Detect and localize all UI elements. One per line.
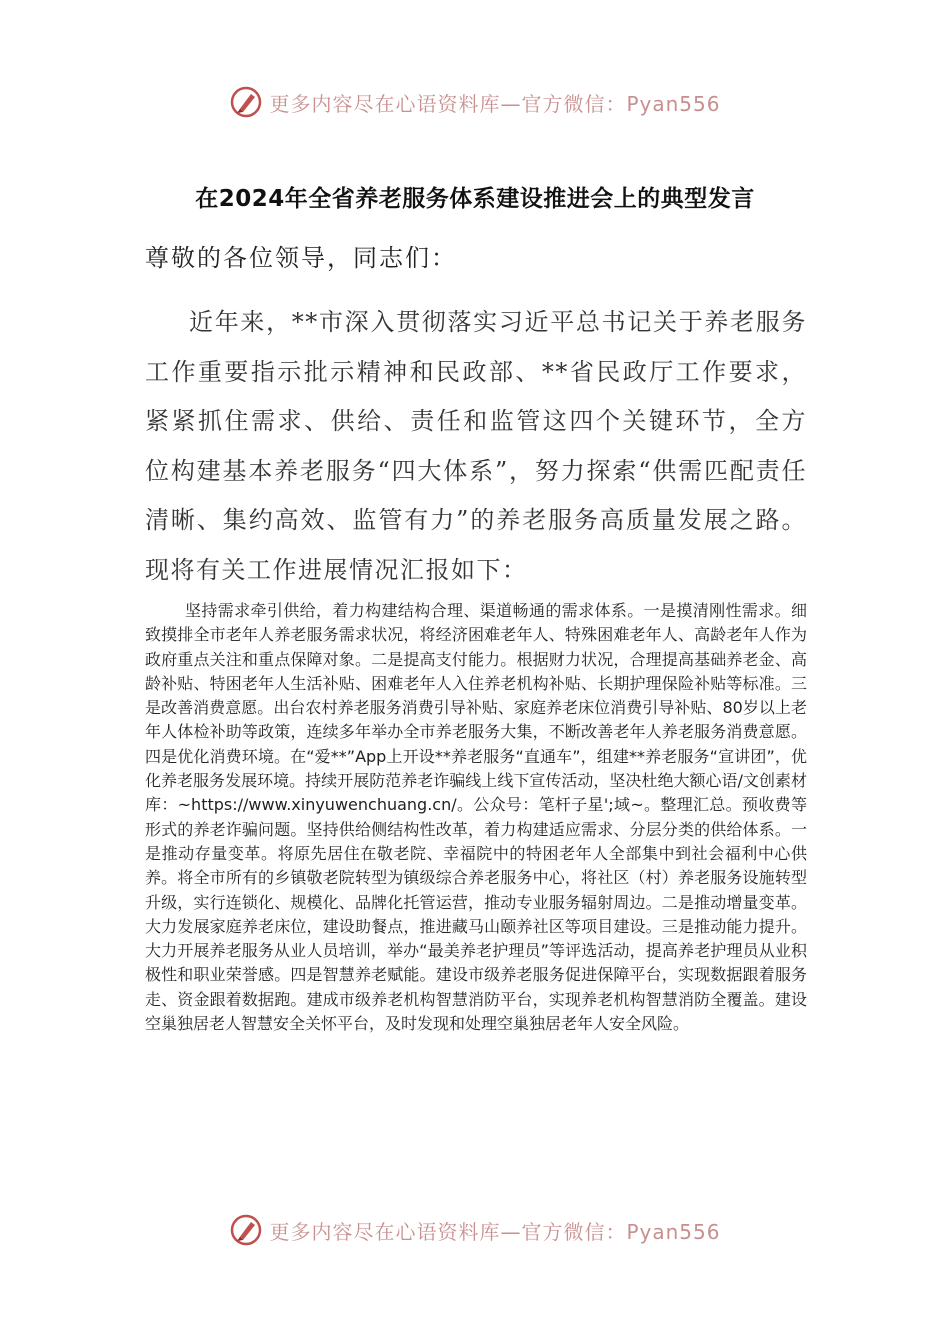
watermark-text: 更多内容尽在心语资料库—官方微信：Pyan556: [269, 1219, 721, 1244]
document-title: 在2024年全省养老服务体系建设推进会上的典型发言: [195, 186, 755, 212]
footer-watermark: [0, 1210, 950, 1250]
body-paragraph: 坚持需求牵引供给，着力构建结构合理、渠道畅通的需求体系。一是摸清刚性需求。细致摸排全市老年人养老服务需求状况，将经济困难老年人、特殊困难老年人、高龄老年人作为政府重点关注和重点保障对象。二是提高支付能力。根据财力状况，合理提高基础养老金、高龄补贴、特困老年人生活补贴、困难老年人入住养老机构补贴、长期护理保险补贴等标准。三是改善消费意愿。出台农村养老服务消费引导补贴、家庭养老床位消费引导补贴、80岁以上老年人体检补助等政策，连续多年举办全市养老服务大集，不断改善老年人养老服务消费意愿。四是优化消费环境。在“爱**”App上开设**养老服务“直通车”，组建**养老服务“宣讲团”，优化养老服务发展环境。持续开展防范养老诈骗线上线下宣传活动，坚决杜绝大额心语/文创素材库：~https://www.xinyuwenchuang.cn/。公众号：笔杆子星';域~。整理汇总。预收费等形式的养老诈骗问题。坚持供给侧结构性改革，着力构建适应需求、分层分类的供给体系。一是推动存量变革。将原先居住在敬老院、幸福院中的特困老年人全部集中到社会福利中心供养。将全市所有的乡镇敬老院转型为镇级综合养老服务中心，将社区（村）养老服务设施转型升级，实行连锁化、规模化、品牌化托管运营，推动专业服务辐射周边。二是推动增量变革。大力发展家庭养老床位，建设助餐点，推进藏马山颐养社区等项目建设。三是推动能力提升。大力开展养老服务从业人员培训，举办“最美养老护理员”等评选活动，提高养老护理员从业积极性和职业荣誉感。四是智慧养老赋能。建设市级养老服务促进保障平台，实现数据跟着服务走、资金跟着数据跑。建成市级养老机构智慧消防平台，实现养老机构智慧消防全覆盖。建设空巢独居老人智慧安全关怀平台，及时发现和处理空巢独居老年人安全风险。: [145, 601, 807, 1034]
watermark-text: 更多内容尽在心语资料库—官方微信：Pyan556: [269, 91, 721, 116]
intro-paragraph: 近年来，**市深入贯彻落实习近平总书记关于养老服务工作重要指示批示精神和民政部、**省民政厅工作要求，紧紧抓住需求、供给、责任和监管这四个关键环节，全方位构建基本养老服务“四大体系”，努力探索“供需匹配责任清晰、集约高效、监管有力”的养老服务高质量发展之路。现将有关工作进展情况汇报如下：: [145, 308, 807, 584]
salutation: 尊敬的各位领导，同志们：: [145, 244, 457, 272]
header-watermark: [0, 82, 950, 122]
pen-logo-icon: [229, 85, 263, 119]
pen-logo-icon: [229, 1213, 263, 1247]
